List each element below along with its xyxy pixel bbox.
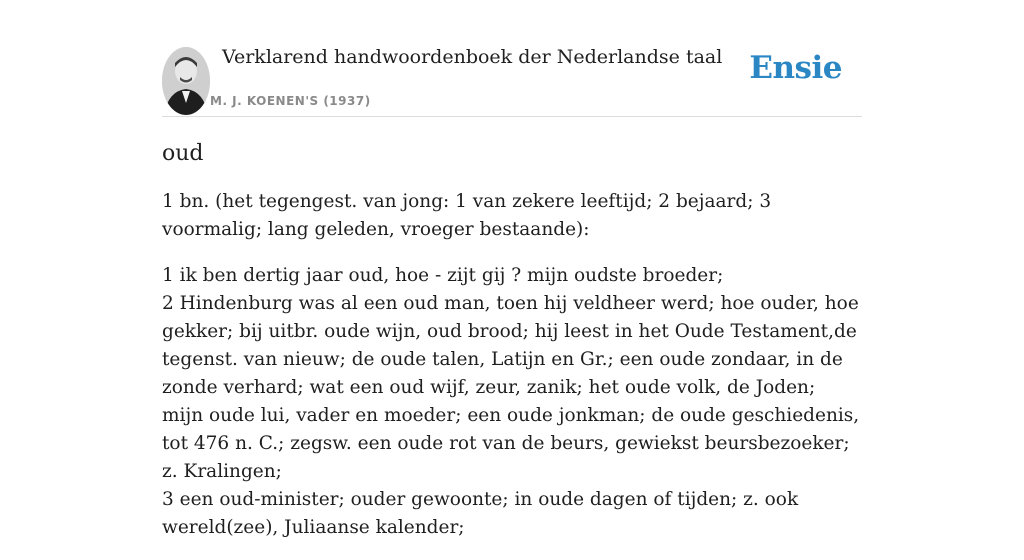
page-header <box>162 0 862 117</box>
entry-examples <box>162 262 862 542</box>
brand-logo[interactable]: Ensie <box>749 50 842 86</box>
book-author: M. J. KOENEN'S (1937) <box>210 94 371 108</box>
example-item: 3 een oud-minister; ouder gewoonte; in oude dagen of tijden; z. ook wereld(zee), Juliaanse kalender; <box>162 489 799 538</box>
entry-definition: 1 bn. (het tegengest. van jong: 1 van zekere leeftijd; 2 bejaard; 3 voormalig; lang geleden, vroeger bestaande): <box>162 191 772 240</box>
example-item: 2 Hindenburg was al een oud man, toen hij veldheer werd; hoe ouder, hoe gekker; bij uitbr. oude wijn, oud brood; hij leest in het Oude Testament,de tegenst. van nieuw; de oude talen, Latijn en Gr.; een oude zondaar, in de zonde verhard; wat een oud wijf, zeur, zanik; het oude volk, de Joden; mijn oude lui, vader en moeder; een oude jonkman; de oude geschiedenis, tot 476 n. C.; zegsw. een oude rot van de beurs, gewiekst beursbezoeker; z. Kralingen; <box>162 293 860 482</box>
entry-content <box>162 138 862 560</box>
book-title[interactable]: Verklarend handwoordenboek der Nederlandse taal <box>222 46 723 68</box>
example-item: 1 ik ben dertig jaar oud, hoe - zijt gij ? mijn oudste broeder; <box>162 265 724 286</box>
entry-headword: oud <box>162 141 204 166</box>
author-portrait-icon <box>162 47 210 115</box>
